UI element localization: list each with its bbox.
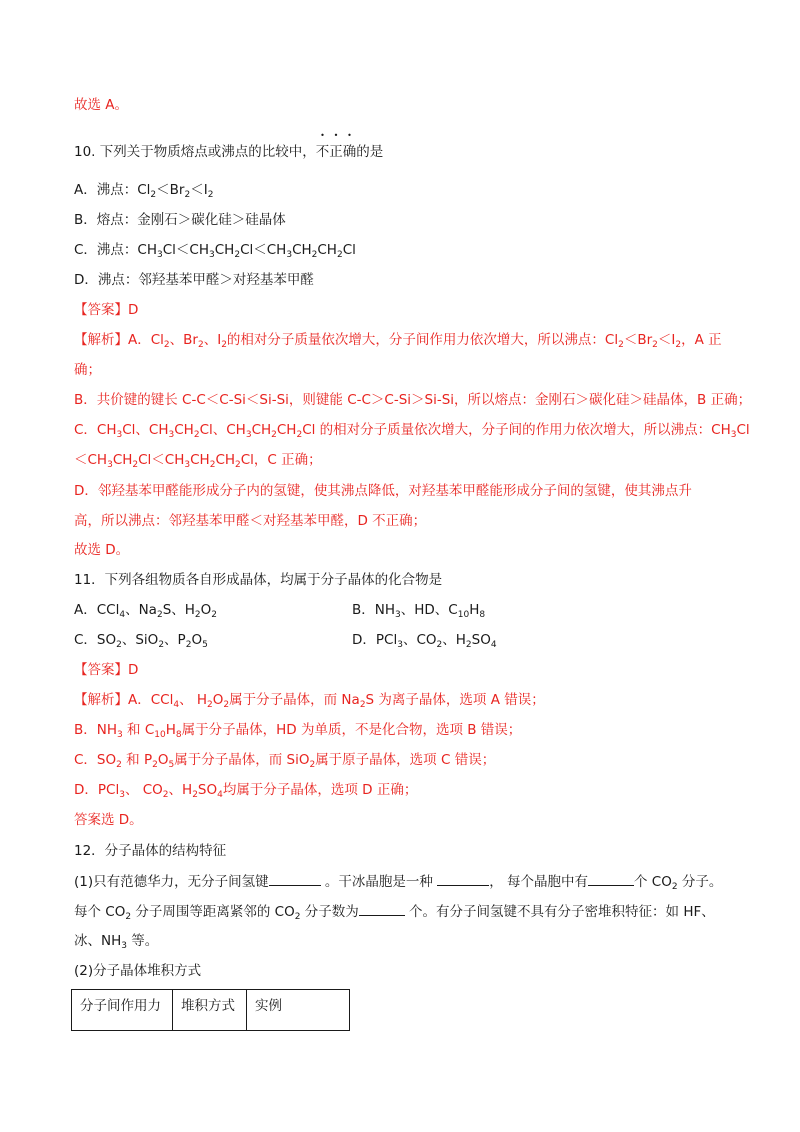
q12-part2-title: (2)分子晶体堆积方式	[74, 963, 202, 979]
table-header-cell: 堆积方式	[173, 990, 247, 1031]
q10-explanation-a-cont: 确；	[74, 362, 101, 378]
q12-part1-line3: 冰、$NH_3$ 等。	[74, 933, 159, 951]
q11-explanation-b: B．$NH_3$ 和 $C_{10}H_8$属于分子晶体，HD 为单质，不是化合物，选项 B 错误；	[74, 722, 522, 740]
q10-explanation-b: B．共价键的键长 C-C＜C-Si＜Si-Si，则键能 C-C＞C-Si＞Si-Si，所以熔点：金刚石＞碳化硅＞硅晶体，B 正确；	[74, 392, 752, 408]
q10-option-c: C．沸点：$CH_3Cl<CH_3CH_2Cl<CH_3CH_2CH_2Cl$	[74, 242, 356, 260]
q10-explanation-c: C．$CH_3Cl$、$CH_3CH_2Cl$、$CH_3CH_2CH_2Cl$ 的相对分子质量依次增大，分子间的作用力依次增大，所以沸点：$CH_3Cl$	[74, 422, 750, 440]
q11-conclusion: 答案选 D。	[74, 812, 143, 828]
answer-blank[interactable]	[437, 871, 489, 886]
q12-part1-line2: 每个 $CO_2$ 分子周围等距离紧邻的 $CO_2$ 分子数为 个。有分子间氢键不具有分子密堆积特征：如 HF、	[74, 901, 715, 922]
q10-option-d: D．沸点：邻羟基苯甲醛＞对羟基苯甲醛	[74, 272, 314, 288]
q11-option-b: B．$NH_3$、HD、$C_{10}H_8$	[352, 602, 486, 620]
table-header-cell: 分子间作用力	[72, 990, 173, 1031]
q11-option-a: A．CCl$_4$、$Na_2S$、$H_2O_2$	[74, 602, 218, 620]
q10-conclusion: 故选 D。	[74, 542, 130, 558]
q11-explanation-d: D．PCl$_3$、 $CO_2$、$H_2SO_4$均属于分子晶体，选项 D 正确；	[74, 782, 418, 800]
answer-blank[interactable]	[588, 871, 634, 886]
q11-option-c: C．$SO_2$、SiO$_2$、$P_2O_5$	[74, 632, 208, 650]
stacking-table	[71, 989, 350, 1031]
q10-option-a: A．沸点：$Cl_2<Br_2<I_2$	[74, 182, 214, 200]
q10-option-b: B．熔点：金刚石＞碳化硅＞硅晶体	[74, 212, 286, 228]
q11-explanation-c: C．$SO_2$ 和 $P_2O_5$属于分子晶体，而 SiO$_2$属于原子晶体，选项 C 错误；	[74, 752, 496, 770]
q10-explanation-a: 【解析】A．$Cl_2$、$Br_2$、$I_2$的相对分子质量依次增大，分子间作用力依次增大，所以沸点：$Cl_2<Br_2<I_2$，A 正	[74, 332, 722, 350]
q11-option-d: D．PCl$_3$、$CO_2$、$H_2SO_4$	[352, 632, 497, 650]
q10-explanation-d: D．邻羟基苯甲醛能形成分子内的氢键，使其沸点降低，对羟基苯甲醛能形成分子间的氢键，使其沸点升	[74, 483, 692, 499]
q10-explanation-c-cont: $<CH_3CH_2Cl<CH_3CH_2CH_2Cl$，C 正确；	[74, 452, 322, 470]
q10-explanation-d-cont: 高，所以沸点：邻羟基苯甲醛＜对羟基苯甲醛，D 不正确；	[74, 513, 427, 529]
q11-stem: 11．下列各组物质各自形成晶体，均属于分子晶体的化合物是	[74, 572, 443, 588]
q12-stem: 12．分子晶体的结构特征	[74, 843, 227, 859]
q11-explanation-a: 【解析】A．CCl$_4$、 $H_2O_2$属于分子晶体，而 $Na_2S$ 为离子晶体，选项 A 错误；	[74, 692, 545, 710]
prev-conclusion: 故选 A。	[74, 97, 129, 113]
q10-stem: 10. 下列关于物质熔点或沸点的比较中，不正确的是	[74, 144, 384, 160]
table-header-cell: 实例	[247, 990, 350, 1031]
answer-blank[interactable]	[359, 901, 405, 916]
q10-answer: 【答案】D	[74, 302, 139, 318]
answer-blank[interactable]	[269, 871, 321, 886]
table-header-row	[72, 990, 350, 1031]
q11-answer: 【答案】D	[74, 662, 139, 678]
q12-part1-line1: (1)只有范德华力，无分子间氢键 。干冰晶胞是一种 ， 每个晶胞中有 个 $CO_2$ 分子。	[74, 871, 722, 892]
